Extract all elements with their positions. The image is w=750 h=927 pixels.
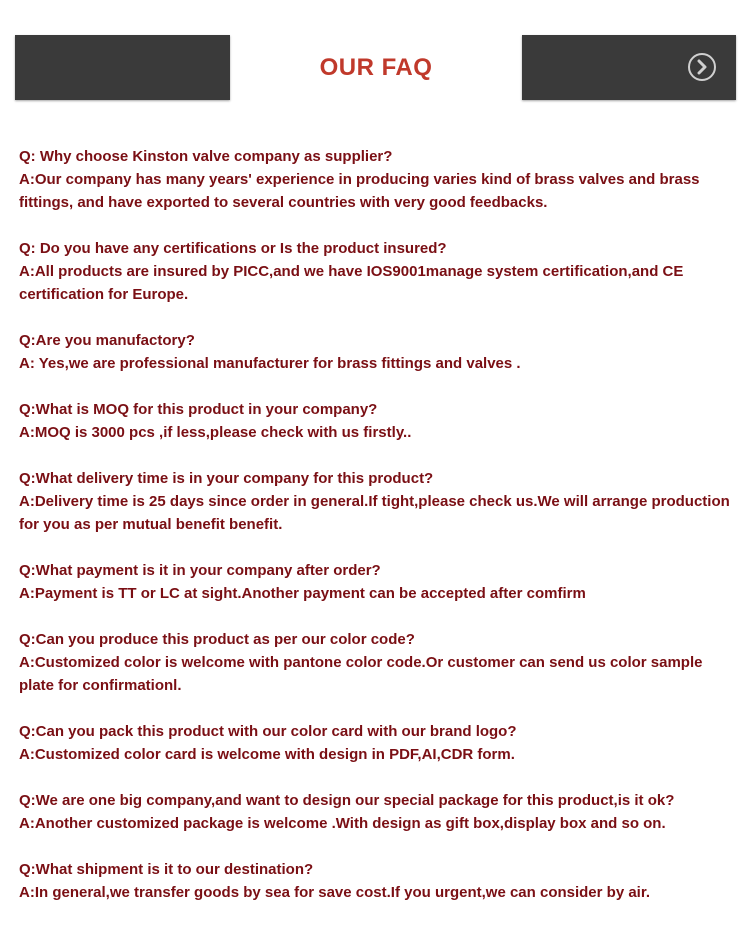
faq-answer: A:Delivery time is 25 days since order in general.If tight,please check us.We will arrange production for you as per mutual benefit benefit. [19, 493, 730, 533]
faq-answer: A:Payment is TT or LC at sight.Another payment can be accepted after comfirm [19, 585, 586, 602]
faq-item [19, 329, 734, 375]
faq-answer: A: Yes,we are professional manufacturer for brass fittings and valves . [19, 355, 521, 372]
faq-question: Q:Can you pack this product with our color card with our brand logo? [19, 723, 517, 740]
faq-answer: A:Customized color is welcome with pantone color code.Or customer can send us color sample plate for confirmationl. [19, 654, 703, 694]
faq-list [19, 145, 734, 927]
faq-item [19, 628, 734, 697]
chevron-right-circle-icon[interactable] [688, 53, 716, 81]
banner-right-bar [522, 35, 736, 100]
faq-answer: A:Another customized package is welcome .With design as gift box,display box and so on. [19, 815, 666, 832]
faq-item [19, 237, 734, 306]
faq-item [19, 858, 734, 904]
faq-answer: A:Our company has many years' experience in producing varies kind of brass valves and brass fittings, and have exported to several countries with very good feedbacks. [19, 171, 700, 211]
faq-question: Q: Do you have any certifications or Is the product insured? [19, 240, 447, 257]
faq-question: Q:What is MOQ for this product in your company? [19, 401, 378, 418]
faq-answer: A:MOQ is 3000 pcs ,if less,please check with us firstly.. [19, 424, 412, 441]
faq-answer: A:In general,we transfer goods by sea for save cost.If you urgent,we can consider by air. [19, 884, 651, 901]
faq-item [19, 559, 734, 605]
faq-item [19, 398, 734, 444]
faq-question: Q:Are you manufactory? [19, 332, 195, 349]
faq-question: Q:We are one big company,and want to design our special package for this product,is it ok? [19, 792, 675, 809]
faq-answer: A:Customized color card is welcome with design in PDF,AI,CDR form. [19, 746, 515, 763]
page-title: OUR FAQ [319, 53, 433, 81]
faq-item [19, 720, 734, 766]
faq-question: Q:What shipment is it to our destination? [19, 861, 314, 878]
faq-item [19, 789, 734, 835]
faq-question: Q: Why choose Kinston valve company as supplier? [19, 148, 393, 165]
faq-question: Q:Can you produce this product as per our color code? [19, 631, 415, 648]
faq-item [19, 467, 734, 536]
faq-answer: A:All products are insured by PICC,and we have IOS9001manage system certification,and CE certification for Europe. [19, 263, 684, 303]
faq-question: Q:What payment is it in your company after order? [19, 562, 381, 579]
faq-question: Q:What delivery time is in your company for this product? [19, 470, 434, 487]
faq-banner [0, 35, 750, 100]
faq-item [19, 145, 734, 214]
banner-left-bar [15, 35, 230, 100]
chevron-right-glyph [694, 59, 710, 75]
